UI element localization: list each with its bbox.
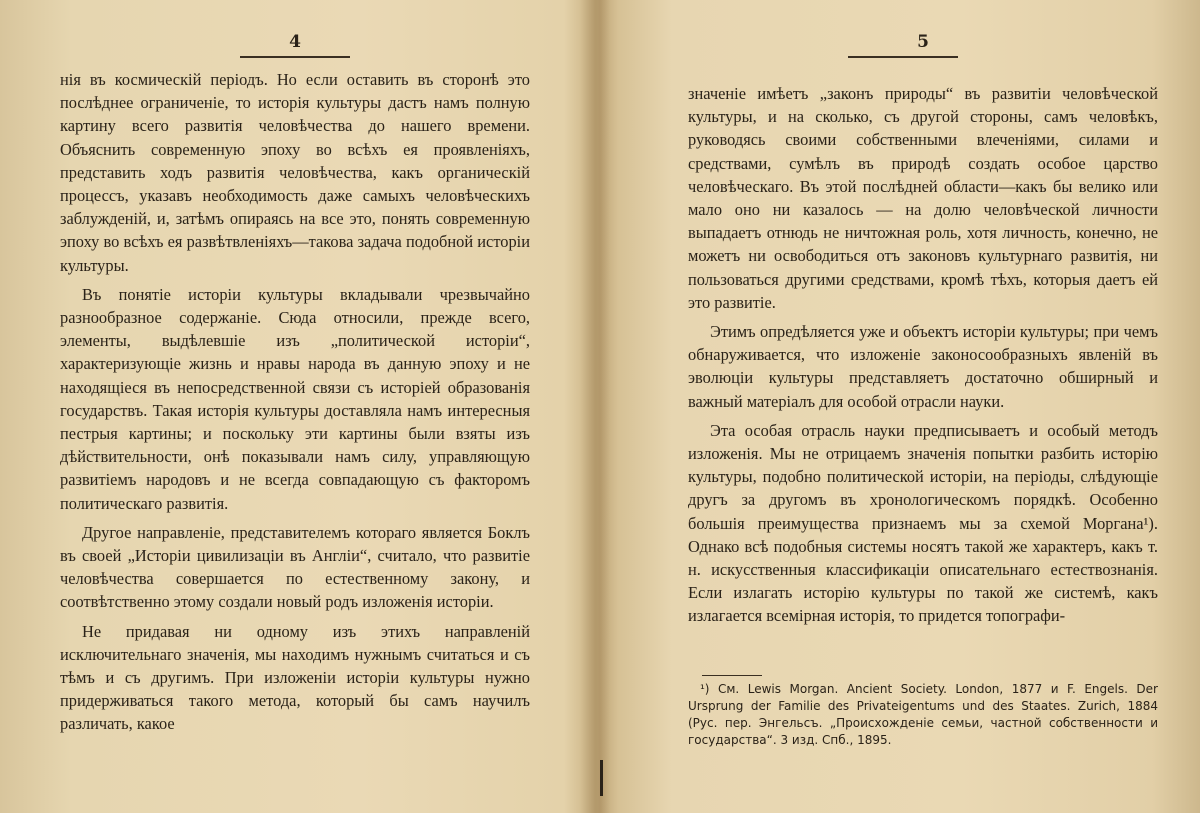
paragraph: Не придавая ни одному изъ этихъ направленій исключительнаго значенія, мы находимъ нужнымъ считаться и съ тѣмъ и съ другимъ. При изложеніи исторіи культуры нужно придерживаться такого метода, который бы самъ научилъ различать, какое xyxy=(60,621,530,734)
page-number-left: 4 xyxy=(289,32,301,52)
right-page xyxy=(688,0,1158,813)
paragraph: Эта особая отрасль науки предписываетъ и особый методъ изложенія. Мы не отрицаемъ значенія попытки разбить исторію культуры, подобно политической исторіи, на періоды, слѣдующіе другъ за другомъ въ хронологическомъ порядкѣ. Особенно большія преимущества признаемъ мы за схемой Моргана¹). Однако всѣ подобныя системы носятъ такой же характеръ, какъ т. н. искусственныя классификаціи описательнаго естествознанія. Если излагать исторію культуры по такой же системѣ, какъ излагается всемірная исторія, то придется топографи- xyxy=(688,420,1158,626)
left-page-body xyxy=(60,68,530,742)
footnote: ¹) См. Lewis Morgan. Ancient Society. London, 1877 и F. Engels. Der Ursprung der Familie des Privateigentums und des Staates. Zurich, 1884 (Рус. пер. Энгельсъ. „Происхожденіе семьи, частной собственности и государства“. 3 изд. Спб., 1895. xyxy=(688,682,1158,747)
page-number-right: 5 xyxy=(917,32,929,52)
footnote-rule xyxy=(702,675,762,676)
header-rule-right xyxy=(848,56,958,58)
paragraph: Этимъ опредѣляется уже и объектъ исторіи культуры; при чемъ обнаруживается, что изложеніе законосообразныхъ явленій въ эволюціи культуры представляетъ достаточно обширный и важный матеріалъ для особой отрасли науки. xyxy=(688,322,1158,411)
paragraph: Другое направленіе, представителемъ котораго является Боклъ въ своей „Исторіи цивилизаціи въ Англіи“, считало, что развитіе человѣчества совершается по естественному закону, и соотвѣтственно этому создали новый родъ изложенія исторіи. xyxy=(60,522,530,612)
header-rule-left xyxy=(240,56,350,58)
gutter-shadow xyxy=(580,0,610,813)
right-page-body xyxy=(688,82,1158,634)
paragraph: нія въ космическій періодъ. Но если оставить въ сторонѣ это послѣднее ограниченіе, то исторія культуры дастъ намъ полную картину всего развитія человѣчества до нашего времени. Объяснить современную эпоху во всѣхъ ея проявленіяхъ, представить ходъ развитія человѣчества, какъ органическій процессъ, указавъ необходимость даже самыхъ человѣческихъ заблужденій, и, затѣмъ опираясь на все это, понять современную эпоху во всѣхъ ея развѣтвленіяхъ—такова задача подобной исторіи культуры. xyxy=(60,70,530,275)
left-page xyxy=(60,0,530,813)
page-edge-mark xyxy=(600,760,603,796)
paragraph: Въ понятіе исторіи культуры вкладывали чрезвычайно разнообразное содержаніе. Сюда относили, прежде всего, элементы, выдѣлевшіе изъ „политической исторіи“, характеризующіе жизнь и нравы народа въ данную эпоху и не находящіеся въ непосредственной связи съ исторіей образованія государствъ. Такая исторія культуры доставляла намъ интересныя пестрыя картины; и поскольку эти картины были взяты изъ дѣйствительности, онѣ показывали намъ силу, управляющую развитіемъ народовъ и не всегда совпадающую съ факторомъ политическаго развитія. xyxy=(60,284,530,513)
paragraph: значеніе имѣетъ „законъ природы“ въ развитіи человѣческой культуры, и на сколько, съ другой стороны, самъ человѣкъ, руководясь своими собственными влеченіями, силами и средствами, сумѣлъ въ природѣ создать особое царство человѣческаго. Въ этой послѣдней области—какъ бы велико или мало оно ни казалось — на долю человѣческой личности выпадаетъ отнюдь не ничтожная роль, хотя личность, конечно, не можетъ ни освободиться отъ законовъ культурнаго развитія, ни пользоваться другими средствами, кромѣ тѣхъ, которыя даетъ ей это развитіе. xyxy=(688,84,1158,312)
